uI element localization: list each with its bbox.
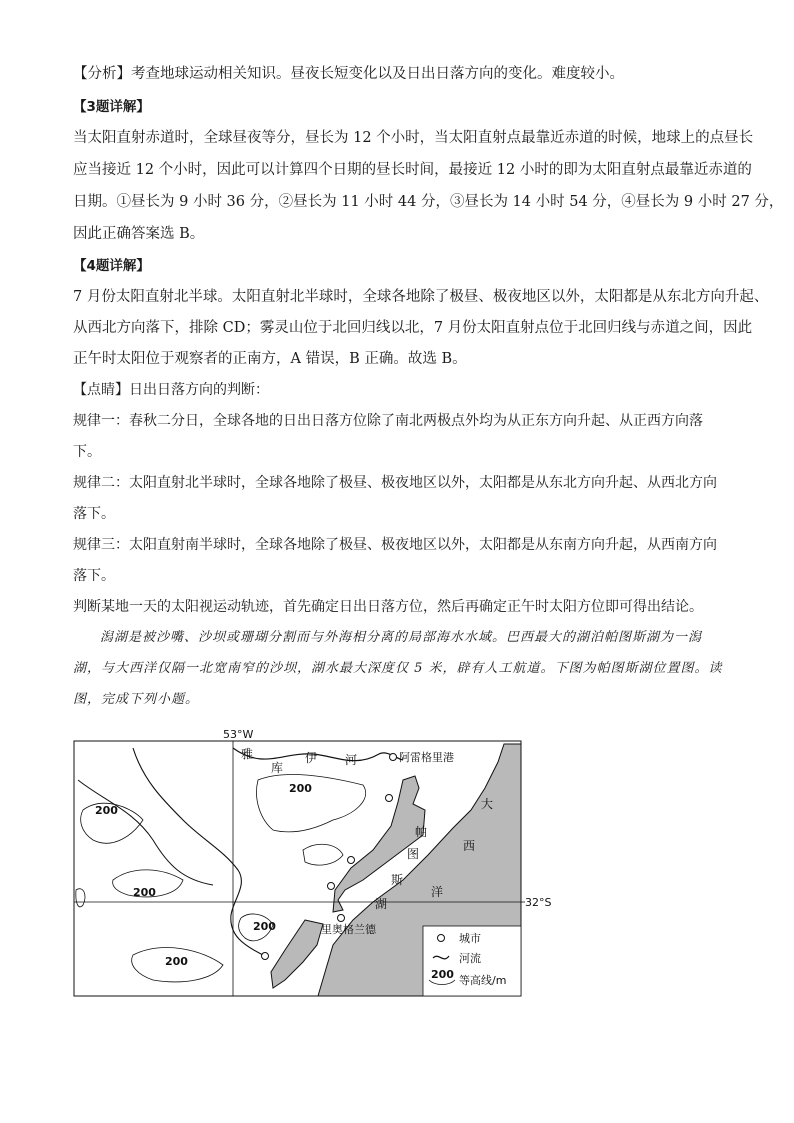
southern-lagoon-area xyxy=(271,920,323,988)
intro-line: 湖，与大西洋仅隔一北宽南窄的沙坝，湖水最大深度仅 5 米，辟有人工航道。下图为帕图斯湖位置图。读 xyxy=(73,661,723,676)
tips-line: 规律二：太阳直射北半球时，全球各地除了极昼、极夜地区以外，太阳都是从东北方向升起、从西北方向 xyxy=(73,475,717,491)
contour-line xyxy=(76,889,85,907)
analysis-text: 【分析】考查地球运动相关知识。昼夜长短变化以及日出日落方向的变化。难度较小。 xyxy=(73,66,624,82)
tips-line: 规律一：春秋二分日，全球各地的日出日落方位除了南北两极点外均为从正东方向升起、从正西方向落 xyxy=(73,413,703,429)
river-line xyxy=(133,748,263,955)
contour-value-label: 200 xyxy=(133,886,156,899)
contour-line xyxy=(303,844,343,865)
contour-value-label: 200 xyxy=(253,920,276,933)
lake-name-char: 帕 xyxy=(415,825,428,839)
longitude-label: 53°W xyxy=(223,728,254,741)
lake-name-char: 图 xyxy=(407,847,420,861)
legend-river-label: 河流 xyxy=(459,952,481,965)
contour-value-label: 200 xyxy=(289,782,312,795)
q4-line: 正午时太阳位于观察者的正南方，A 错误，B 正确。故选 B。 xyxy=(73,351,467,367)
tips-line: 落下。 xyxy=(73,506,115,522)
q4-header: 【4题详解】 xyxy=(73,258,150,274)
city-marker xyxy=(348,857,355,864)
q4-line: 从西北方向落下，排除 CD；雾灵山位于北回归线以北，7 月份太阳直射点位于北回归线与赤道之间，因此 xyxy=(73,320,753,336)
tips-line: 规律三：太阳直射南半球时，全球各地除了极昼、极夜地区以外，太阳都是从东南方向升起，从西南方向 xyxy=(73,537,717,553)
city-marker xyxy=(262,953,269,960)
river-line xyxy=(78,780,213,885)
intro-line: 潟湖是被沙嘴、沙坝或珊瑚分割而与外海相分离的局部海水水域。巴西最大的湖泊帕图斯湖为一潟 xyxy=(100,630,703,645)
tips-line: 下。 xyxy=(73,444,101,460)
patos-lagoon-map xyxy=(73,728,633,1000)
river-line xyxy=(233,748,403,761)
tips-header: 【点睛】日出日落方向的判断： xyxy=(73,382,269,398)
city-marker xyxy=(328,883,335,890)
legend-contour-value: 200 xyxy=(431,968,454,981)
city-marker xyxy=(338,915,345,922)
map-legend xyxy=(423,926,521,996)
city-marker xyxy=(390,754,397,761)
city-south-label: 里奥格兰德 xyxy=(321,923,376,936)
intro-line: 图，完成下列小题。 xyxy=(73,692,200,707)
contour-value-label: 200 xyxy=(165,955,188,968)
ocean-name-char: 西 xyxy=(463,839,476,853)
port-city-label: 阿雷格里港 xyxy=(399,751,454,764)
q3-header: 【3题详解】 xyxy=(73,99,150,115)
tips-line: 判断某地一天的太阳视运动轨迹，首先确定日出日落方位，然后再确定正午时太阳方位即可得出结论。 xyxy=(73,599,703,615)
river-name-char: 伊 xyxy=(305,751,318,765)
river-name-char: 河 xyxy=(345,753,358,767)
q3-line: 当太阳直射赤道时，全球昼夜等分，昼长为 12 个小时，当太阳直射点最靠近赤道的时候，地球上的点昼长 xyxy=(73,130,754,146)
city-marker xyxy=(386,795,393,802)
q4-line: 7 月份太阳直射北半球。太阳直射北半球时，全球各地除了极昼、极夜地区以外，太阳都是从东北方向升起、 xyxy=(73,289,769,305)
q3-line: 日期。①昼长为 9 小时 36 分，②昼长为 11 小时 44 分，③昼长为 14 小时 54 分，④昼长为 9 小时 27 分， xyxy=(73,194,784,210)
legend-contour-label: 等高线/m xyxy=(459,974,507,987)
river-name-char: 库 xyxy=(271,761,284,775)
legend-city-label: 城市 xyxy=(459,932,481,945)
q3-line: 因此正确答案选 B。 xyxy=(73,226,205,242)
contour-value-label: 200 xyxy=(95,804,118,817)
lake-name-char: 湖 xyxy=(375,897,388,911)
legend-city-symbol xyxy=(438,935,445,942)
ocean-name-char: 大 xyxy=(481,797,494,811)
lake-name-char: 斯 xyxy=(391,873,404,887)
river-name-char: 雅 xyxy=(241,747,254,761)
tips-line: 落下。 xyxy=(73,568,115,584)
latitude-label: 32°S xyxy=(525,896,552,909)
q3-line: 应当接近 12 个小时，因此可以计算四个日期的昼长时间，最接近 12 小时的即为太阳直射点最靠近赤道的 xyxy=(73,162,752,178)
ocean-name-char: 洋 xyxy=(431,885,444,899)
